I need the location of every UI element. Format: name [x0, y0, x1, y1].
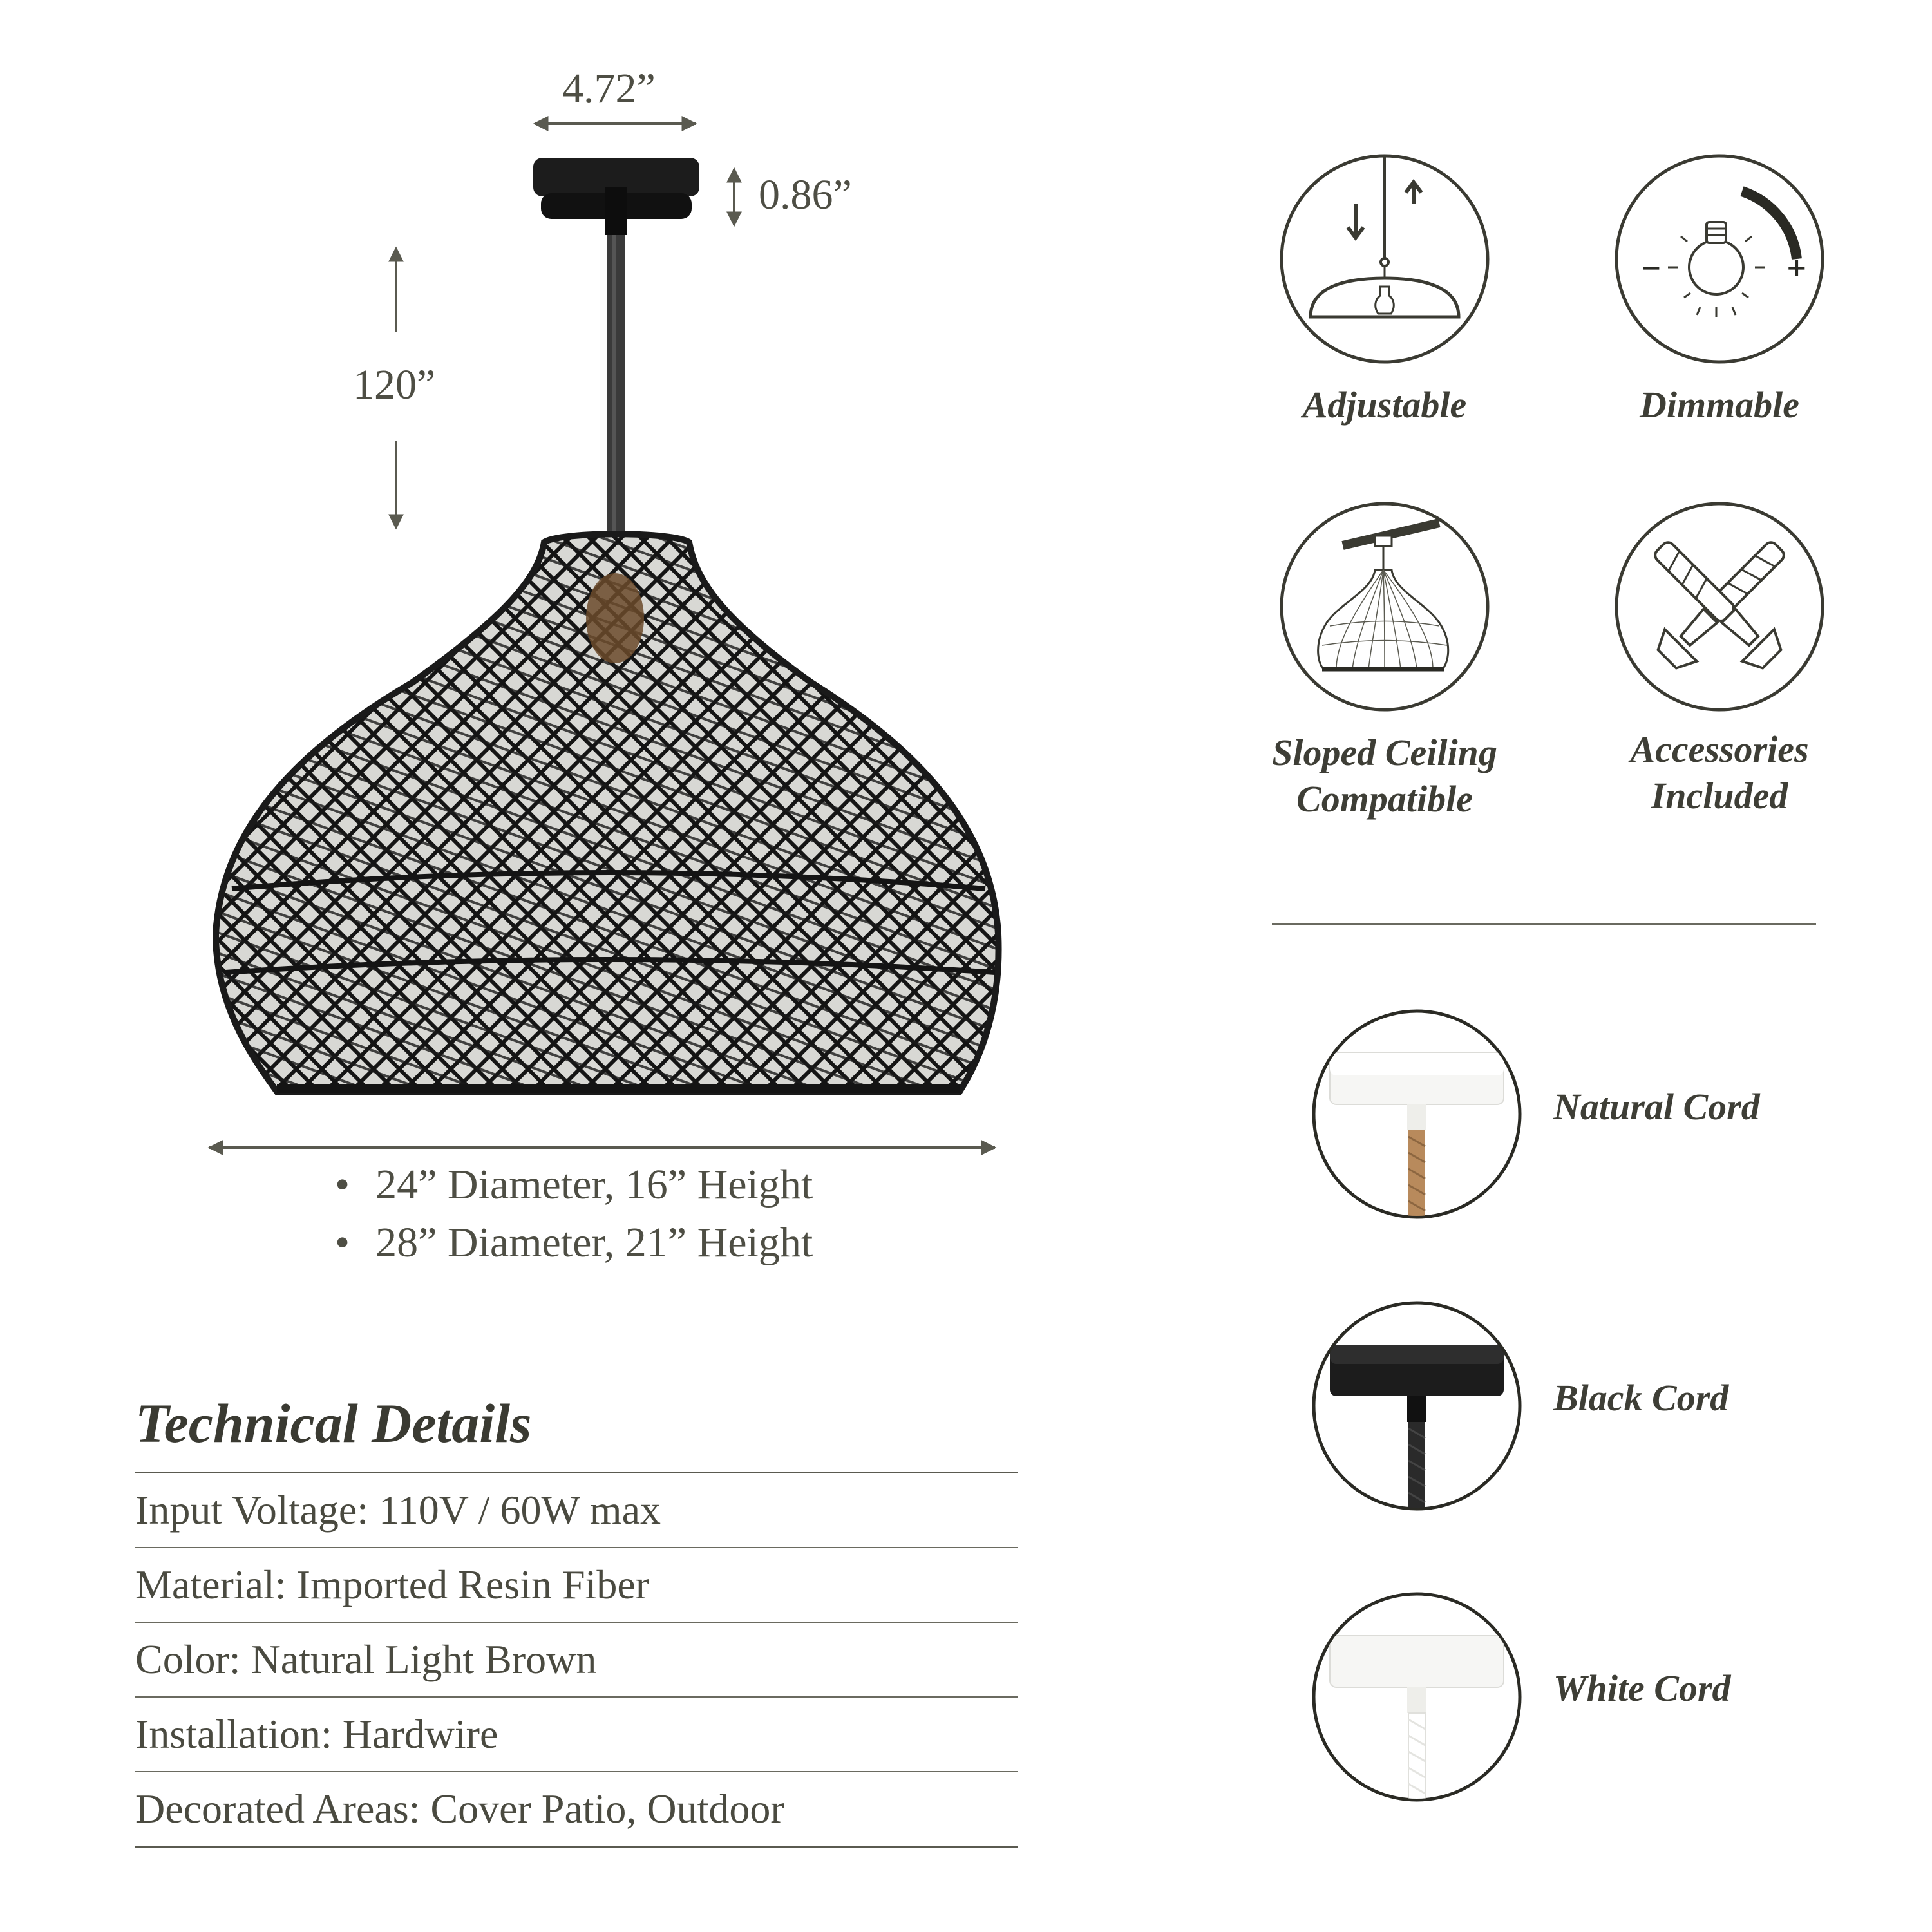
sloped-ceiling-line1: Sloped Ceiling [1272, 732, 1497, 773]
technical-details-table [135, 1472, 1018, 1848]
cord-label-natural: Natural Cord [1553, 1086, 1760, 1128]
feature-label-sloped-ceiling [1224, 730, 1546, 822]
white-cord-swatch [1311, 1591, 1523, 1803]
cord-label-white: White Cord [1553, 1667, 1731, 1709]
accessories-line2: Included [1651, 775, 1788, 817]
sloped-ceiling-line2: Compatible [1296, 778, 1473, 820]
svg-text:−: − [1640, 253, 1662, 283]
size-options [335, 1156, 813, 1272]
rattan-shade [216, 534, 999, 1092]
sloped-ceiling-icon [1278, 500, 1491, 713]
natural-cord-swatch [1311, 1008, 1523, 1220]
tech-row-installation: Installation: Hardwire [135, 1698, 1018, 1772]
svg-text:+: + [1786, 253, 1808, 283]
black-cord [607, 235, 625, 538]
feature-label-accessories [1558, 726, 1880, 819]
dimmable-bulb-icon [1613, 153, 1826, 365]
tech-row-material: Material: Imported Resin Fiber [135, 1548, 1018, 1623]
tech-row-voltage: Input Voltage: 110V / 60W max [135, 1473, 1018, 1548]
canopy-width-label: 4.72” [562, 65, 656, 112]
feature-label-dimmable: Dimmable [1639, 384, 1800, 426]
accessories-line1: Accessories [1630, 728, 1809, 770]
cord-label-black: Black Cord [1553, 1377, 1729, 1419]
ceiling-canopy [533, 158, 699, 235]
tech-row-areas: Decorated Areas: Cover Patio, Outdoor [135, 1772, 1018, 1848]
screwdrivers-icon [1613, 500, 1826, 713]
tech-row-color: Color: Natural Light Brown [135, 1623, 1018, 1698]
size-option: • 28” Diameter, 21” Height [335, 1214, 813, 1272]
technical-details-title: Technical Details [135, 1392, 532, 1454]
feature-label-adjustable: Adjustable [1302, 384, 1467, 426]
canopy-height-label: 0.86” [759, 171, 852, 218]
pendant-lamp-illustration [0, 0, 1095, 1159]
adjustable-height-icon [1278, 153, 1491, 365]
black-cord-swatch [1311, 1300, 1523, 1512]
size-option: • 24” Diameter, 16” Height [335, 1156, 813, 1214]
cord-length-label: 120” [353, 361, 436, 408]
section-divider [1272, 923, 1816, 925]
